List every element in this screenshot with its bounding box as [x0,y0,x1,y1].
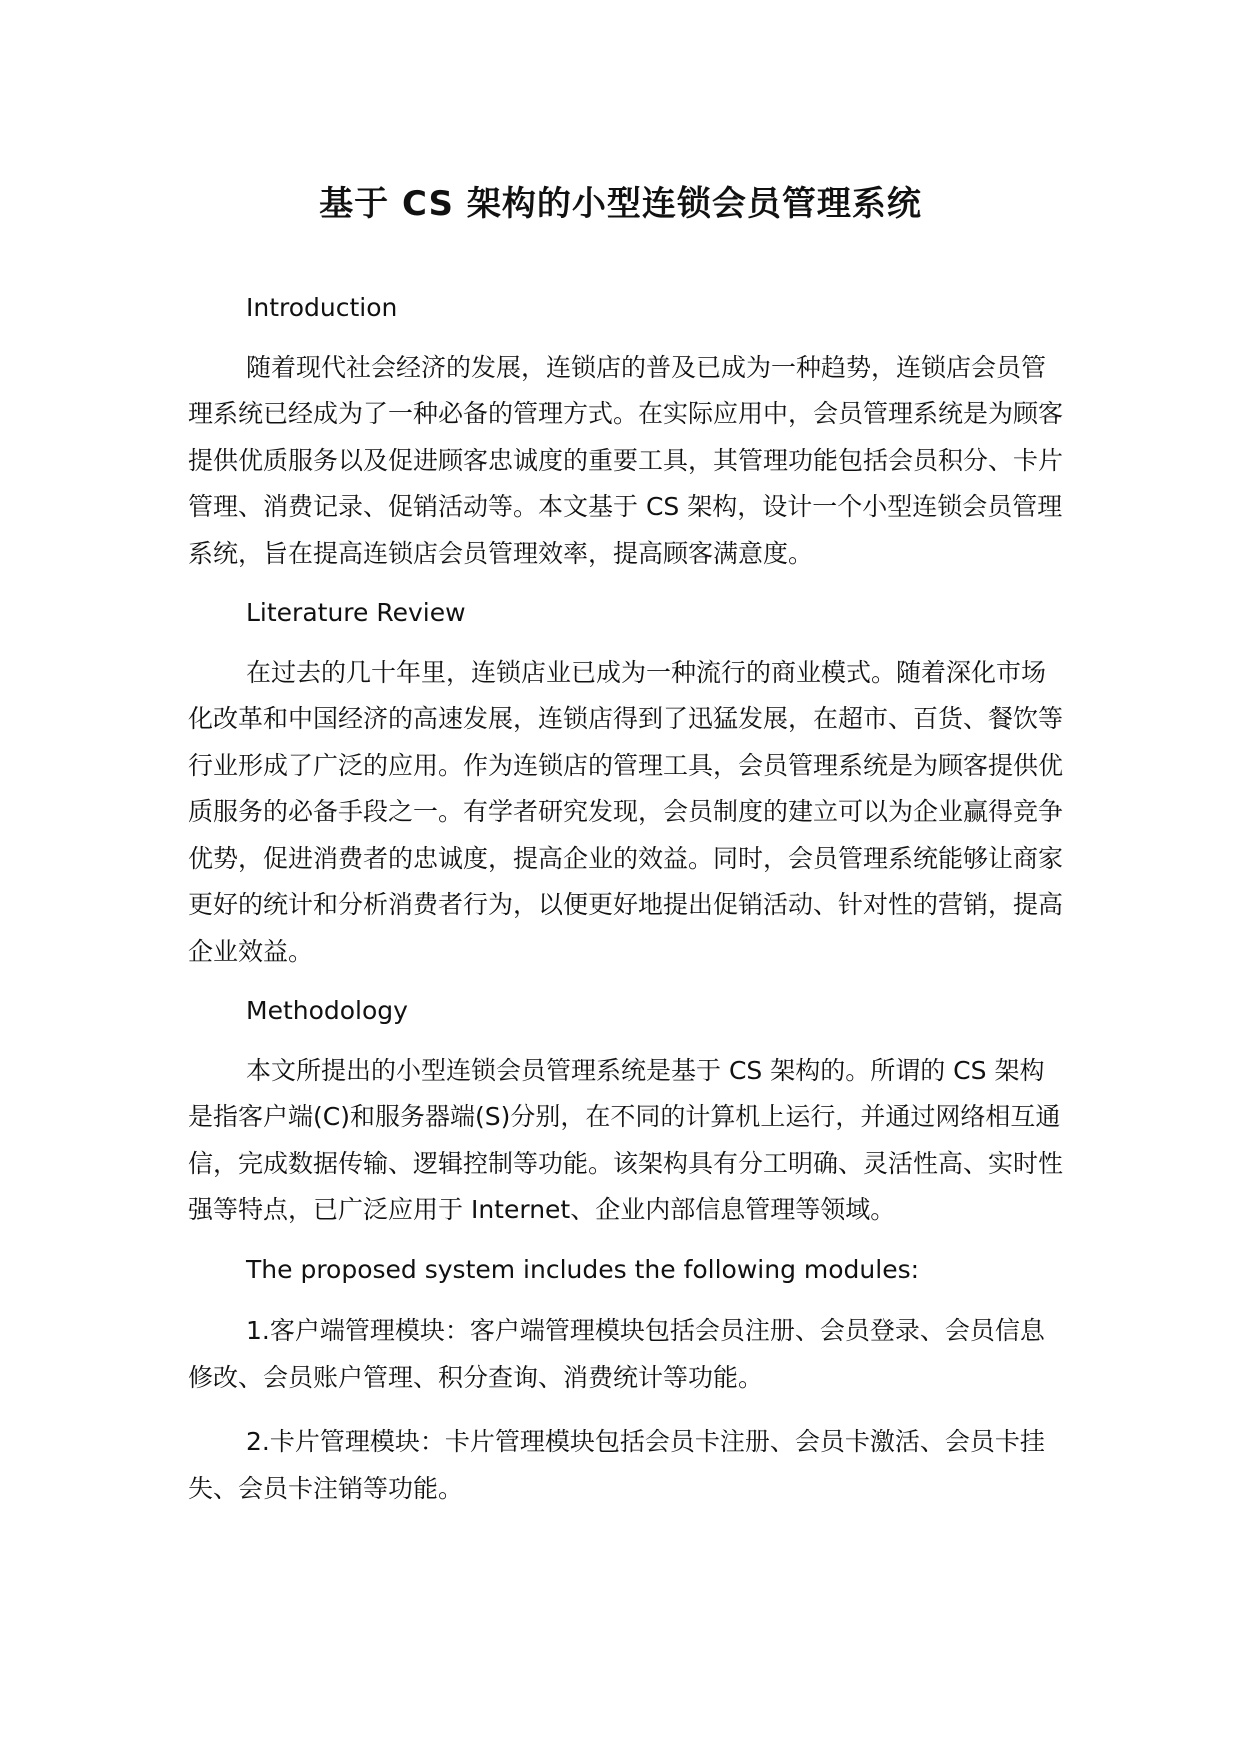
introduction-paragraph: 随着现代社会经济的发展，连锁店的普及已成为一种趋势，连锁店会员管理系统已经成为了一种必备的管理方式。在实际应用中，会员管理系统是为顾客提供优质服务以及促进顾客忠诚度的重要工具，其管理功能包括会员积分、卡片管理、消费记录、促销活动等。本文基于 CS 架构，设计一个小型连锁会员管理系统，旨在提高连锁店会员管理效率，提高顾客满意度。 [188,352,1064,568]
methodology-paragraph: 本文所提出的小型连锁会员管理系统是基于 CS 架构的。所谓的 CS 架构是指客户端(C)和服务器端(S)分别，在不同的计算机上运行，并通过网络相互通信，完成数据传输、逻辑控制等功能。该架构具有分工明确、灵活性高、实时性强等特点，已广泛应用于 Internet、企业内部信息管理等领域。 [188,1055,1064,1224]
document-body [188,285,1068,1530]
modules-intro-paragraph: The proposed system includes the following modules: [246,1254,920,1284]
module-item-card-management: 2.卡片管理模块：卡片管理模块包括会员卡注册、会员卡激活、会员卡挂失、会员卡注销等功能。 [188,1427,1045,1503]
section-heading-literature-review: Literature Review [246,598,466,627]
module-item-client-management: 1.客户端管理模块：客户端管理模块包括会员注册、会员登录、会员信息修改、会员账户管理、积分查询、消费统计等功能。 [188,1316,1045,1392]
section-heading-introduction: Introduction [246,293,398,322]
section-heading-methodology: Methodology [246,996,408,1025]
literature-review-paragraph: 在过去的几十年里，连锁店业已成为一种流行的商业模式。随着深化市场化改革和中国经济的高速发展，连锁店得到了迅猛发展，在超市、百货、餐饮等行业形成了广泛的应用。作为连锁店的管理工具，会员管理系统是为顾客提供优质服务的必备手段之一。有学者研究发现，会员制度的建立可以为企业赢得竞争优势，促进消费者的忠诚度，提高企业的效益。同时，会员管理系统能够让商家更好的统计和分析消费者行为，以便更好地提出促销活动、针对性的营销，提高企业效益。 [188,657,1064,966]
document-title: 基于 CS 架构的小型连锁会员管理系统 [319,184,922,224]
